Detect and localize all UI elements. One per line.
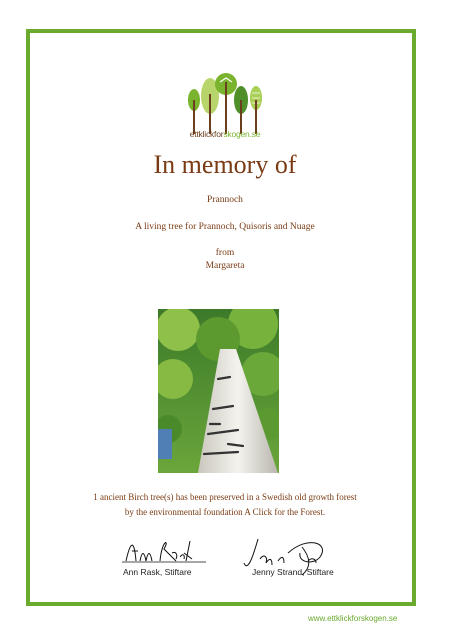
sender-name: Margareta	[205, 261, 245, 271]
footer-url: www.ettklickforskogen.se	[308, 614, 398, 623]
brand-wordmark	[150, 129, 300, 139]
recipient-name: Prannoch	[207, 195, 243, 205]
from-label: from	[215, 248, 235, 258]
brand-part-1: ettklickfor	[189, 129, 224, 139]
signature-ann-rask	[120, 533, 210, 567]
preserved-statement-line-2: by the environmental foundation A Click for the Forest.	[124, 507, 326, 517]
certificate-title: In memory of	[153, 150, 297, 179]
signer-name-1: Ann Rask, Stiftare	[123, 567, 192, 577]
birch-tree-photo	[158, 309, 279, 473]
dedication-text: A living tree for Prannoch, Quisoris and Nuage	[135, 222, 315, 232]
brand-part-2: skogen.se	[223, 129, 261, 139]
preserved-statement-line-1: 1 ancient Birch tree(s) has been preserved in a Swedish old growth forest	[93, 492, 357, 502]
signer-name-2: Jenny Strand, Stiftare	[252, 567, 334, 577]
